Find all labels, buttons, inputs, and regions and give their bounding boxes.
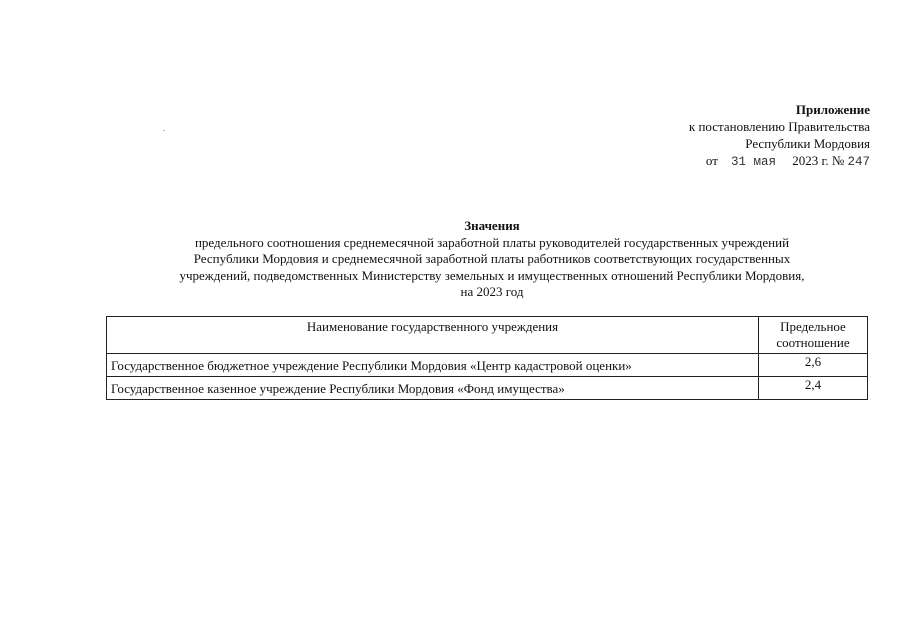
ratio-value: 2,4 xyxy=(759,377,868,400)
institution-name: Государственное бюджетное учреждение Республики Мордовия «Центр кадастровой оценки» xyxy=(107,354,759,377)
ratio-table xyxy=(106,316,868,400)
heading-line-3: учреждений, подведомственных Министерству земельных и имущественных отношений Республики Мордовия, xyxy=(179,267,805,283)
date-year: 2023 г. № xyxy=(792,153,845,168)
table-header-row xyxy=(107,317,868,354)
header-institution-name: Наименование государственного учреждения xyxy=(107,317,759,354)
header-ratio-line-1: Предельное xyxy=(780,319,846,334)
date-value: 31 мая xyxy=(730,155,776,169)
heading-line-4: на 2023 год xyxy=(460,284,524,299)
institution-name: Государственное казенное учреждение Республики Мордовия «Фонд имущества» xyxy=(107,377,759,400)
table-row xyxy=(107,377,868,400)
date-prefix: от xyxy=(705,153,718,168)
heading-line-1: предельного соотношения среднемесячной заработной платы руководителей государственных учреждений xyxy=(194,234,790,250)
document-heading xyxy=(110,218,874,301)
appendix-line-1: к постановлению Правительства xyxy=(688,119,870,134)
appendix-block xyxy=(689,101,870,171)
heading-title: Значения xyxy=(464,218,520,233)
resolution-number: 247 xyxy=(847,155,870,169)
heading-line-2: Республики Мордовия и среднемесячной заработной платы работников соответствующих государственных xyxy=(193,251,791,266)
appendix-date-line xyxy=(689,152,870,171)
header-ratio-line-2: соотношение xyxy=(776,335,850,350)
table-row xyxy=(107,354,868,377)
scan-speck xyxy=(163,130,165,131)
appendix-title: Приложение xyxy=(795,102,870,117)
ratio-value: 2,6 xyxy=(759,354,868,377)
appendix-line-2: Республики Мордовия xyxy=(745,136,870,151)
header-ratio xyxy=(759,317,868,354)
